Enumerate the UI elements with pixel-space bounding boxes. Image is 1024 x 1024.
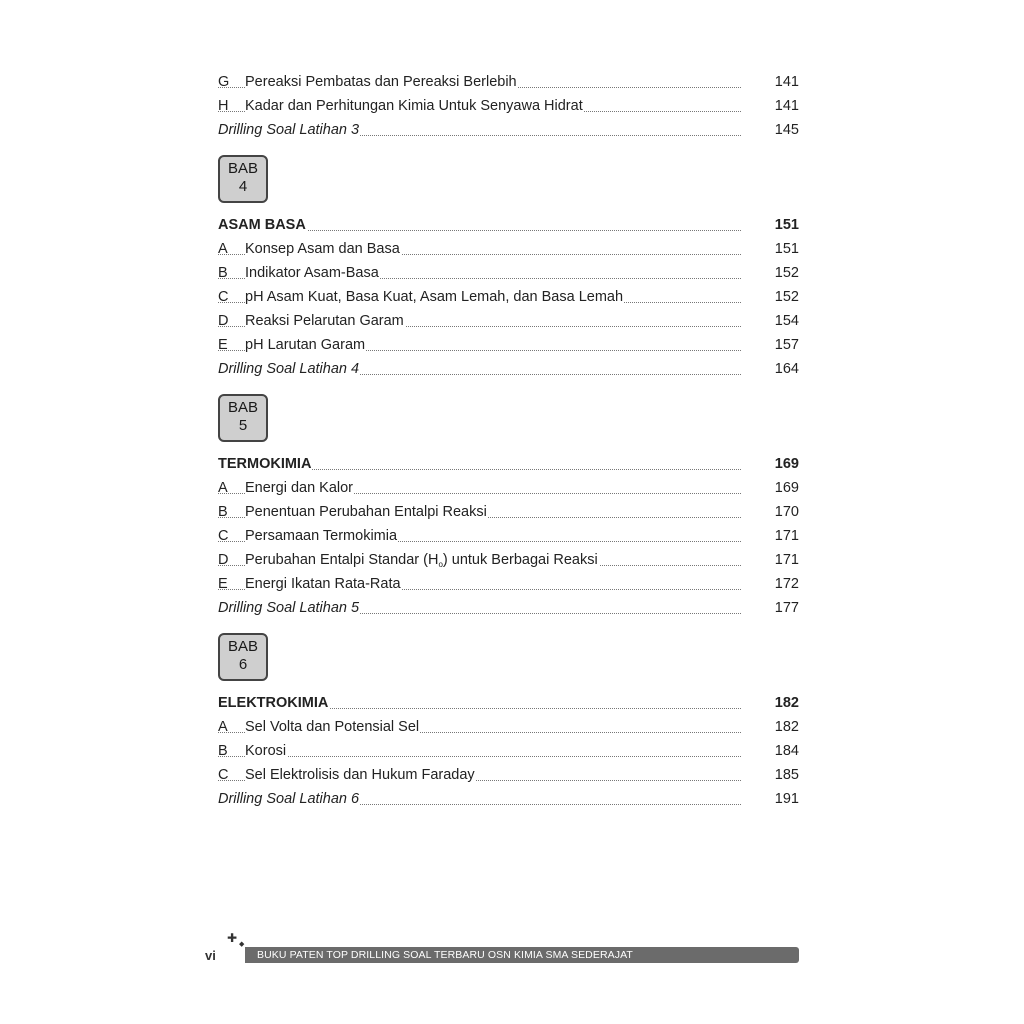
- toc-entry[interactable]: [218, 548, 799, 572]
- entry-letter: E: [218, 576, 228, 592]
- toc-entry[interactable]: [218, 739, 799, 763]
- drilling-entry[interactable]: [218, 357, 799, 381]
- chapter-title: ELEKTROKIMIA: [218, 691, 329, 715]
- page-number-ref: 169: [774, 456, 799, 472]
- entry-letter: D: [218, 313, 229, 329]
- toc-entry[interactable]: [218, 476, 799, 500]
- chapter-title: ASAM BASA: [218, 213, 307, 237]
- entry-letter: E: [218, 337, 228, 353]
- entry-title: Energi dan Kalor: [245, 476, 354, 500]
- chapter-badge-label: BAB: [227, 638, 258, 655]
- entry-letter: C: [218, 528, 229, 544]
- entry-letter: C: [218, 767, 229, 783]
- spacer: [218, 620, 799, 633]
- page-number-ref: 182: [774, 719, 799, 735]
- footer-title-bar: [245, 947, 799, 963]
- chapter-entry[interactable]: [218, 452, 799, 476]
- chapter-badge: [218, 394, 268, 438]
- chapter-badge-number: 4: [238, 178, 248, 195]
- spacer: [218, 381, 799, 394]
- chapter-badge-label: BAB: [227, 399, 258, 416]
- page-number-ref: 172: [774, 576, 799, 592]
- toc-entry[interactable]: [218, 500, 799, 524]
- toc-entry[interactable]: [218, 261, 799, 285]
- toc-entry[interactable]: [218, 524, 799, 548]
- entry-letter: H: [218, 98, 229, 114]
- entry-letter: G: [218, 74, 230, 90]
- entry-letter: B: [218, 743, 228, 759]
- entry-title: Reaksi Pelarutan Garam: [245, 309, 405, 333]
- entry-letter: A: [218, 480, 228, 496]
- entry-title: pH Larutan Garam: [245, 333, 366, 357]
- page-number-ref: 151: [774, 241, 799, 257]
- page-number-ref: 170: [774, 504, 799, 520]
- chapter-badge-box: [218, 155, 268, 203]
- drilling-entry[interactable]: [218, 787, 799, 811]
- spacer: [218, 142, 799, 155]
- page-number-ref: 191: [774, 791, 799, 807]
- page-number-ref: 171: [774, 552, 799, 568]
- chapter-badge-number: 6: [238, 656, 248, 673]
- entry-title: Pereaksi Pembatas dan Pereaksi Berlebih: [245, 70, 518, 94]
- chapter-entry[interactable]: [218, 213, 799, 237]
- entry-letter: B: [218, 504, 228, 520]
- spacer: [218, 438, 799, 452]
- page-number-ref: 151: [774, 217, 799, 233]
- toc-entry[interactable]: [218, 237, 799, 261]
- page-number-ref: 171: [774, 528, 799, 544]
- page-number-ref: 152: [774, 289, 799, 305]
- entry-letter: B: [218, 265, 228, 281]
- toc-entry[interactable]: [218, 309, 799, 333]
- entry-title: Drilling Soal Latihan 5: [218, 596, 360, 620]
- page-number-ref: 152: [774, 265, 799, 281]
- page-number-ref: 184: [774, 743, 799, 759]
- entry-title-subscript: o: [438, 560, 443, 569]
- page-number-ref: 164: [774, 361, 799, 377]
- spacer: [218, 199, 799, 213]
- book-title: BUKU PATEN TOP DRILLING SOAL TERBARU OSN KIMIA SMA SEDERAJAT: [257, 949, 633, 961]
- toc-entry[interactable]: [218, 70, 799, 94]
- chapter-title: TERMOKIMIA: [218, 452, 312, 476]
- sparkle-dot-icon: ◆: [239, 941, 245, 948]
- drilling-entry[interactable]: [218, 596, 799, 620]
- page-number-ref: 141: [774, 74, 799, 90]
- sparkle-icon: ✚: [227, 931, 238, 945]
- entry-title: Drilling Soal Latihan 6: [218, 787, 360, 811]
- page-number-ref: 182: [774, 695, 799, 711]
- table-of-contents: [218, 70, 799, 811]
- page-number-ref: 157: [774, 337, 799, 353]
- spacer: [218, 677, 799, 691]
- page-number-ref: 177: [774, 600, 799, 616]
- entry-title: Energi Ikatan Rata-Rata: [245, 572, 402, 596]
- entry-title: Drilling Soal Latihan 4: [218, 357, 360, 381]
- page-number-ref: 154: [774, 313, 799, 329]
- page-number-ref: 141: [774, 98, 799, 114]
- chapter-badge-number: 5: [238, 417, 248, 434]
- chapter-badge-box: [218, 633, 268, 681]
- page-number-ref: 169: [774, 480, 799, 496]
- entry-title: Kadar dan Perhitungan Kimia Untuk Senyawa Hidrat: [245, 94, 584, 118]
- entry-letter: A: [218, 241, 228, 257]
- entry-title-part: Perubahan Entalpi Standar (H: [245, 552, 439, 568]
- toc-entry[interactable]: [218, 94, 799, 118]
- entry-title: Korosi: [245, 739, 287, 763]
- chapter-entry[interactable]: [218, 691, 799, 715]
- page-footer: [205, 932, 799, 966]
- entry-title: Indikator Asam-Basa: [245, 261, 380, 285]
- toc-entry[interactable]: [218, 285, 799, 309]
- chapter-badge: [218, 155, 268, 199]
- page-number: vi: [205, 948, 216, 963]
- entry-title-part: ) untuk Berbagai Reaksi: [442, 552, 598, 568]
- entry-title: Sel Volta dan Potensial Sel: [245, 715, 420, 739]
- page-number-ref: 145: [774, 122, 799, 138]
- toc-entry[interactable]: [218, 763, 799, 787]
- entry-title: Konsep Asam dan Basa: [245, 237, 401, 261]
- chapter-badge: [218, 633, 268, 677]
- entry-letter: C: [218, 289, 229, 305]
- drilling-entry[interactable]: [218, 118, 799, 142]
- chapter-badge-box: [218, 394, 268, 442]
- chapter-badge-label: BAB: [227, 160, 258, 177]
- toc-entry[interactable]: [218, 715, 799, 739]
- entry-title: pH Asam Kuat, Basa Kuat, Asam Lemah, dan Basa Lemah: [245, 285, 624, 309]
- entry-title: Penentuan Perubahan Entalpi Reaksi: [245, 500, 488, 524]
- entry-letter: D: [218, 552, 229, 568]
- entry-title: Sel Elektrolisis dan Hukum Faraday: [245, 763, 476, 787]
- entry-title: Persamaan Termokimia: [245, 524, 398, 548]
- entry-title: Drilling Soal Latihan 3: [218, 118, 360, 142]
- toc-entry[interactable]: [218, 333, 799, 357]
- dot-leader: [218, 756, 741, 757]
- entry-letter: A: [218, 719, 228, 735]
- page-number-ref: 185: [774, 767, 799, 783]
